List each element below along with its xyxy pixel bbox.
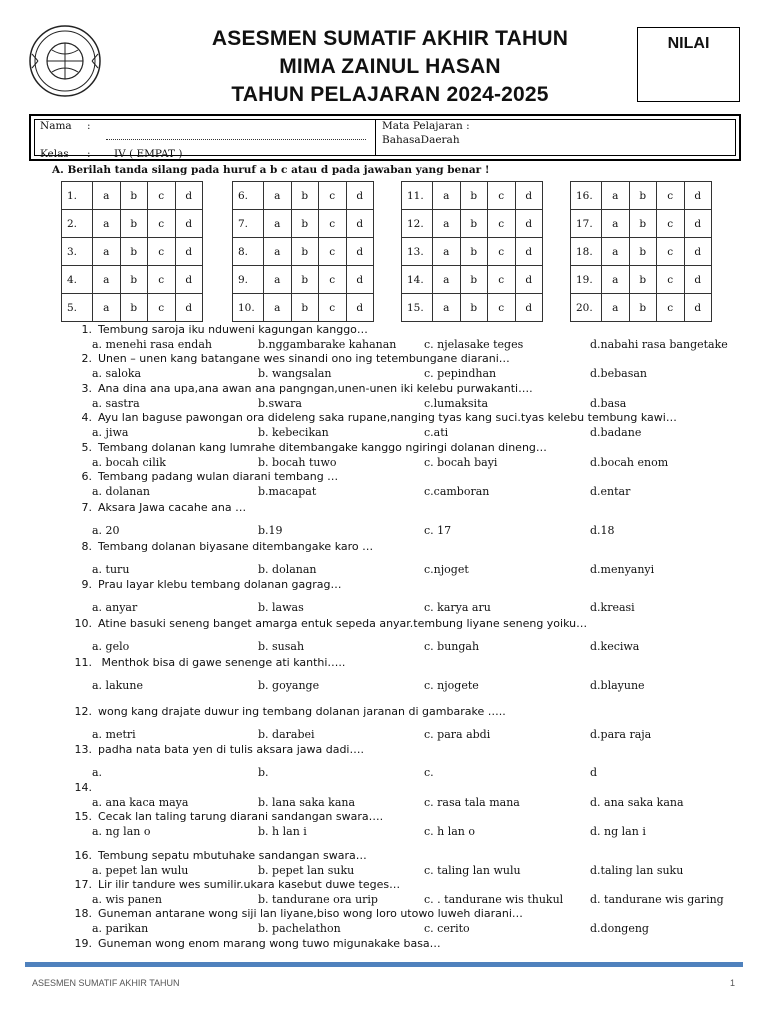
answer-option-b[interactable]: b (291, 294, 319, 322)
answer-option-b[interactable]: b (629, 182, 657, 210)
answer-option-a[interactable]: a (93, 182, 121, 210)
question-18 (60, 907, 523, 920)
page-number: 1 (730, 978, 736, 988)
question-14-option-d[interactable]: d. ana saka kana (590, 796, 684, 809)
answer-option-a[interactable]: a (602, 294, 630, 322)
subject-label: Mata Pelajaran : (382, 120, 470, 132)
question-15-option-d[interactable]: d. ng lan i (590, 825, 646, 838)
question-7-option-b[interactable]: b.19 (258, 524, 283, 537)
question-7-option-d[interactable]: d.18 (590, 524, 615, 537)
question-9-option-d[interactable]: d.kreasi (590, 601, 635, 614)
answer-number: 9. (233, 266, 264, 294)
question-17-option-b[interactable]: b. tandurane ora urip (258, 893, 378, 906)
score-box (637, 27, 740, 102)
answer-option-d[interactable]: d (515, 266, 543, 294)
question-3 (60, 382, 533, 395)
answer-row (233, 294, 374, 322)
question-number: 10. (74, 617, 92, 630)
answer-option-d[interactable]: d (515, 182, 543, 210)
question-7-option-c[interactable]: c. 17 (424, 524, 452, 537)
question-11-option-c[interactable]: c. njogete (424, 679, 479, 692)
answer-row (62, 182, 203, 210)
answer-option-b[interactable]: b (629, 294, 657, 322)
question-4-option-b[interactable]: b. kebecikan (258, 426, 329, 439)
question-1 (60, 323, 368, 336)
title-line-2: MIMA ZAINUL HASAN (279, 55, 501, 78)
question-3-option-a[interactable]: a. sastra (92, 397, 140, 410)
question-14 (60, 781, 98, 794)
question-18-option-c[interactable]: c. cerito (424, 922, 470, 935)
answer-option-a[interactable]: a (602, 266, 630, 294)
question-17 (60, 878, 400, 891)
answer-row (402, 238, 543, 266)
question-text: Tembang dolanan biyasane ditembangake karo … (98, 540, 374, 553)
question-7 (60, 501, 246, 514)
answer-option-a[interactable]: a (93, 294, 121, 322)
question-2 (60, 352, 510, 365)
question-number: 11. (74, 656, 92, 669)
answer-option-b[interactable]: b (629, 238, 657, 266)
answer-option-c[interactable]: c (488, 294, 516, 322)
question-3-option-b[interactable]: b.swara (258, 397, 302, 410)
answer-option-b[interactable]: b (629, 266, 657, 294)
answer-option-b[interactable]: b (460, 238, 488, 266)
answer-grid-block-3 (401, 181, 543, 322)
question-16-option-a[interactable]: a. pepet lan wulu (92, 864, 189, 877)
question-number: 3. (81, 382, 92, 395)
answer-option-a[interactable]: a (264, 238, 292, 266)
answer-option-d[interactable]: d (515, 210, 543, 238)
answer-option-d[interactable]: d (346, 294, 374, 322)
answer-number: 2. (62, 210, 93, 238)
question-number: 5. (81, 441, 92, 454)
question-2-option-a[interactable]: a. saloka (92, 367, 142, 380)
question-2-option-b[interactable]: b. wangsalan (258, 367, 332, 380)
answer-option-b[interactable]: b (460, 294, 488, 322)
question-8-option-b[interactable]: b. dolanan (258, 563, 317, 576)
question-13-option-b[interactable]: b. (258, 766, 269, 779)
subject-value: BahasaDaerah (382, 134, 460, 146)
question-text: Atine basuki seneng banget amarga entuk sepeda anyar.tembung liyane seneng yoiku… (98, 617, 588, 630)
answer-option-d[interactable]: d (684, 294, 712, 322)
answer-option-c[interactable]: c (148, 210, 176, 238)
answer-number: 14. (402, 266, 433, 294)
question-5-option-a[interactable]: a. bocah cilik (92, 456, 166, 469)
answer-number: 6. (233, 182, 264, 210)
answer-option-b[interactable]: b (120, 266, 148, 294)
answer-option-a[interactable]: a (602, 182, 630, 210)
question-17-option-a[interactable]: a. wis panen (92, 893, 162, 906)
question-number: 6. (81, 470, 92, 483)
question-1-option-c[interactable]: c. njelasake teges (424, 338, 524, 351)
question-4-option-a[interactable]: a. jiwa (92, 426, 129, 439)
answer-option-d[interactable]: d (346, 238, 374, 266)
question-12 (60, 705, 506, 718)
question-5 (60, 441, 547, 454)
question-13 (60, 743, 364, 756)
question-10-option-a[interactable]: a. gelo (92, 640, 130, 653)
question-12-option-b[interactable]: b. darabei (258, 728, 315, 741)
answer-option-c[interactable]: c (148, 294, 176, 322)
question-6-option-a[interactable]: a. dolanan (92, 485, 151, 498)
answer-option-c[interactable]: c (488, 266, 516, 294)
question-16-option-b[interactable]: b. pepet lan suku (258, 864, 355, 877)
question-16-option-c[interactable]: c. taling lan wulu (424, 864, 521, 877)
answer-option-a[interactable]: a (602, 210, 630, 238)
name-fill-line[interactable] (106, 139, 366, 140)
answer-option-a[interactable]: a (264, 266, 292, 294)
question-2-option-c[interactable]: c. pepindhan (424, 367, 497, 380)
answer-number: 13. (402, 238, 433, 266)
question-2-option-d[interactable]: d.bebasan (590, 367, 647, 380)
answer-option-c[interactable]: c (319, 238, 347, 266)
question-5-option-b[interactable]: b. bocah tuwo (258, 456, 337, 469)
answer-option-b[interactable]: b (460, 210, 488, 238)
answer-option-d[interactable]: d (515, 238, 543, 266)
answer-row (62, 238, 203, 266)
question-17-option-c[interactable]: c. . tandurane wis thukul (424, 893, 564, 906)
question-15-option-b[interactable]: b. h lan i (258, 825, 307, 838)
identity-divider (375, 120, 376, 155)
question-19 (60, 937, 441, 950)
question-number: 7. (81, 501, 92, 514)
question-8-option-c[interactable]: c.njoget (424, 563, 469, 576)
answer-number: 19. (571, 266, 602, 294)
answer-number: 7. (233, 210, 264, 238)
answer-option-c[interactable]: c (657, 266, 685, 294)
question-15 (60, 810, 383, 823)
question-11-option-b[interactable]: b. goyange (258, 679, 320, 692)
title-line-3: TAHUN PELAJARAN 2024-2025 (231, 83, 549, 106)
answer-number: 16. (571, 182, 602, 210)
answer-option-b[interactable]: b (291, 210, 319, 238)
question-number: 12. (74, 705, 92, 718)
answer-option-d[interactable]: d (346, 210, 374, 238)
title-line-1: ASESMEN SUMATIF AKHIR TAHUN (211, 27, 569, 50)
question-14-option-b[interactable]: b. lana saka kana (258, 796, 356, 809)
answer-row (402, 294, 543, 322)
question-6-option-c[interactable]: c.camboran (424, 485, 490, 498)
answer-option-b[interactable]: b (291, 238, 319, 266)
answer-number: 8. (233, 238, 264, 266)
question-18-option-d[interactable]: d.dongeng (590, 922, 649, 935)
answer-number: 1. (62, 182, 93, 210)
question-14-option-c[interactable]: c. rasa tala mana (424, 796, 520, 809)
answer-option-b[interactable]: b (460, 266, 488, 294)
question-12-option-a[interactable]: a. metri (92, 728, 136, 741)
answer-option-b[interactable]: b (629, 210, 657, 238)
question-text: Cecak lan taling tarung diarani sandangan swara…. (98, 810, 384, 823)
answer-option-c[interactable]: c (319, 182, 347, 210)
answer-row (402, 210, 543, 238)
question-number: 18. (74, 907, 92, 920)
answer-option-c[interactable]: c (148, 238, 176, 266)
answer-option-d[interactable]: d (684, 182, 712, 210)
answer-grid-block-2 (232, 181, 374, 322)
answer-option-d[interactable]: d (684, 210, 712, 238)
question-number: 9. (81, 578, 92, 591)
question-13-option-a[interactable]: a. (92, 766, 103, 779)
question-12-option-d[interactable]: d.para raja (590, 728, 652, 741)
answer-option-d[interactable]: d (175, 238, 203, 266)
question-3-option-c[interactable]: c.lumaksita (424, 397, 489, 410)
question-text: Aksara Jawa cacahe ana … (98, 501, 247, 514)
answer-number: 15. (402, 294, 433, 322)
question-text: Ana dina ana upa,ana awan ana pangngan,unen-unen iki kelebu purwakanti…. (98, 382, 533, 395)
question-text: Guneman wong enom marang wong tuwo migunakake basa… (98, 937, 441, 950)
question-number: 8. (81, 540, 92, 553)
question-12-option-c[interactable]: c. para abdi (424, 728, 491, 741)
answer-option-d[interactable]: d (175, 210, 203, 238)
instruction: A. Berilah tanda silang pada huruf a b c atau d pada jawaban yang benar ! (52, 164, 490, 176)
footer-text: ASESMEN SUMATIF AKHIR TAHUN (32, 978, 180, 988)
answer-option-b[interactable]: b (120, 210, 148, 238)
answer-option-a[interactable]: a (433, 210, 461, 238)
answer-option-c[interactable]: c (657, 238, 685, 266)
question-5-option-d[interactable]: d.bocah enom (590, 456, 669, 469)
answer-row (571, 210, 712, 238)
answer-option-b[interactable]: b (120, 238, 148, 266)
answer-option-a[interactable]: a (93, 210, 121, 238)
answer-row (233, 182, 374, 210)
answer-number: 20. (571, 294, 602, 322)
answer-number: 17. (571, 210, 602, 238)
answer-option-a[interactable]: a (433, 238, 461, 266)
question-10 (60, 617, 587, 630)
answer-number: 10. (233, 294, 264, 322)
question-8-option-a[interactable]: a. turu (92, 563, 130, 576)
answer-number: 5. (62, 294, 93, 322)
answer-option-c[interactable]: c (488, 182, 516, 210)
question-6-option-b[interactable]: b.macapat (258, 485, 317, 498)
answer-row (62, 294, 203, 322)
answer-option-a[interactable]: a (602, 238, 630, 266)
answer-option-a[interactable]: a (433, 294, 461, 322)
question-number: 14. (74, 781, 92, 794)
question-18-option-b[interactable]: b. pachelathon (258, 922, 341, 935)
question-9-option-b[interactable]: b. lawas (258, 601, 304, 614)
answer-row (571, 266, 712, 294)
question-5-option-c[interactable]: c. bocah bayi (424, 456, 498, 469)
answer-number: 3. (62, 238, 93, 266)
question-text: padha nata bata yen di tulis aksara jawa dadi…. (98, 743, 364, 756)
answer-option-c[interactable]: c (319, 266, 347, 294)
question-16 (60, 849, 367, 862)
question-17-option-d[interactable]: d. tandurane wis garing (590, 893, 724, 906)
answer-number: 4. (62, 266, 93, 294)
answer-row (571, 238, 712, 266)
answer-option-d[interactable]: d (684, 238, 712, 266)
answer-option-d[interactable]: d (175, 182, 203, 210)
answer-option-a[interactable]: a (93, 238, 121, 266)
question-number: 13. (74, 743, 92, 756)
answer-option-b[interactable]: b (460, 182, 488, 210)
class-value: IV ( EMPAT ) (114, 148, 183, 160)
answer-option-d[interactable]: d (175, 266, 203, 294)
question-text: Tembang dolanan kang lumrahe ditembangake kanggo ngiringi dolanan dineng… (98, 441, 547, 454)
answer-row (62, 210, 203, 238)
question-1-option-b[interactable]: b.nggambarake kahanan (258, 338, 397, 351)
question-9-option-a[interactable]: a. anyar (92, 601, 138, 614)
question-text: Tembung saroja iku nduweni kagungan kanggo… (98, 323, 368, 336)
answer-row (571, 182, 712, 210)
answer-option-c[interactable]: c (148, 266, 176, 294)
question-10-option-d[interactable]: d.keciwa (590, 640, 640, 653)
question-text: Ayu lan baguse pawongan ora dideleng saka rupane,nanging tyas kang suci.tyas kelebu tembung kawi… (98, 411, 677, 424)
score-label: NILAI (667, 35, 710, 52)
question-number: 15. (74, 810, 92, 823)
question-8 (60, 540, 373, 553)
answer-row (233, 266, 374, 294)
question-11-option-a[interactable]: a. lakune (92, 679, 143, 692)
question-text: Lir ilir tandure wes sumilir.ukara kasebut duwe teges… (98, 878, 401, 891)
school-logo (28, 24, 102, 98)
class-colon: : (87, 148, 91, 160)
question-9-option-c[interactable]: c. karya aru (424, 601, 491, 614)
answer-option-c[interactable]: c (148, 182, 176, 210)
answer-option-d[interactable]: d (346, 266, 374, 294)
answer-number: 12. (402, 210, 433, 238)
answer-option-c[interactable]: c (488, 210, 516, 238)
question-text: wong kang drajate duwur ing tembang dolanan jaranan di gambarake ….. (98, 705, 506, 718)
question-10-option-c[interactable]: c. bungah (424, 640, 480, 653)
question-10-option-b[interactable]: b. susah (258, 640, 305, 653)
question-8-option-d[interactable]: d.menyanyi (590, 563, 655, 576)
question-15-option-a[interactable]: a. ng lan o (92, 825, 151, 838)
name-label: Nama (40, 120, 72, 132)
question-9 (60, 578, 342, 591)
question-text: Prau layar klebu tembang dolanan gagrag… (98, 578, 342, 591)
question-number: 17. (74, 878, 92, 891)
answer-row (402, 266, 543, 294)
question-6 (60, 470, 338, 483)
question-number: 19. (74, 937, 92, 950)
answer-option-b[interactable]: b (291, 182, 319, 210)
answer-option-b[interactable]: b (291, 266, 319, 294)
answer-option-c[interactable]: c (657, 182, 685, 210)
question-3-option-d[interactable]: d.basa (590, 397, 627, 410)
answer-option-a[interactable]: a (264, 182, 292, 210)
answer-grid-block-4 (570, 181, 712, 322)
answer-option-a[interactable]: a (264, 210, 292, 238)
question-11-option-d[interactable]: d.blayune (590, 679, 645, 692)
question-4 (60, 411, 677, 424)
answer-option-c[interactable]: c (319, 210, 347, 238)
answer-option-a[interactable]: a (93, 266, 121, 294)
answer-number: 11. (402, 182, 433, 210)
question-text: Guneman antarane wong siji lan liyane,biso wong loro utowo luweh diarani… (98, 907, 523, 920)
question-7-option-a[interactable]: a. 20 (92, 524, 120, 537)
question-text: Unen – unen kang batangane wes sinandi ono ing tetembungane diarani… (98, 352, 510, 365)
question-text: Tembang padang wulan diarani tembang … (98, 470, 339, 483)
answer-option-c[interactable]: c (319, 294, 347, 322)
question-text: Menthok bisa di gawe senenge ati kanthi….. (98, 656, 346, 669)
answer-row (233, 210, 374, 238)
answer-option-a[interactable]: a (264, 294, 292, 322)
answer-option-a[interactable]: a (433, 182, 461, 210)
answer-option-c[interactable]: c (657, 294, 685, 322)
answer-option-d[interactable]: d (175, 294, 203, 322)
question-number: 4. (81, 411, 92, 424)
question-number: 2. (81, 352, 92, 365)
answer-row (233, 238, 374, 266)
answer-option-d[interactable]: d (515, 294, 543, 322)
question-18-option-a[interactable]: a. parikan (92, 922, 149, 935)
answer-row (571, 294, 712, 322)
answer-row (62, 266, 203, 294)
answer-row (402, 182, 543, 210)
question-16-option-d[interactable]: d.taling lan suku (590, 864, 684, 877)
answer-option-b[interactable]: b (120, 182, 148, 210)
question-14-option-a[interactable]: a. ana kaca maya (92, 796, 189, 809)
answer-grid-block-1 (61, 181, 203, 322)
answer-option-a[interactable]: a (433, 266, 461, 294)
answer-option-d[interactable]: d (684, 266, 712, 294)
question-11 (60, 656, 345, 669)
question-number: 1. (81, 323, 92, 336)
question-text: Tembung sepatu mbutuhake sandangan swara… (98, 849, 367, 862)
question-1-option-d[interactable]: d.nabahi rasa bangetake (590, 338, 728, 351)
question-13-option-c[interactable]: c. (424, 766, 434, 779)
answer-option-c[interactable]: c (657, 210, 685, 238)
answer-option-b[interactable]: b (120, 294, 148, 322)
class-label: Kelas (40, 148, 69, 160)
question-number: 16. (74, 849, 92, 862)
answer-number: 18. (571, 238, 602, 266)
footer-bar (25, 962, 743, 967)
question-6-option-d[interactable]: d.entar (590, 485, 631, 498)
question-15-option-c[interactable]: c. h lan o (424, 825, 476, 838)
question-4-option-c[interactable]: c.ati (424, 426, 449, 439)
answer-option-c[interactable]: c (488, 238, 516, 266)
answer-option-d[interactable]: d (346, 182, 374, 210)
question-1-option-a[interactable]: a. menehi rasa endah (92, 338, 212, 351)
question-4-option-d[interactable]: d.badane (590, 426, 642, 439)
question-13-option-d[interactable]: d (590, 766, 598, 779)
name-colon: : (87, 120, 91, 132)
